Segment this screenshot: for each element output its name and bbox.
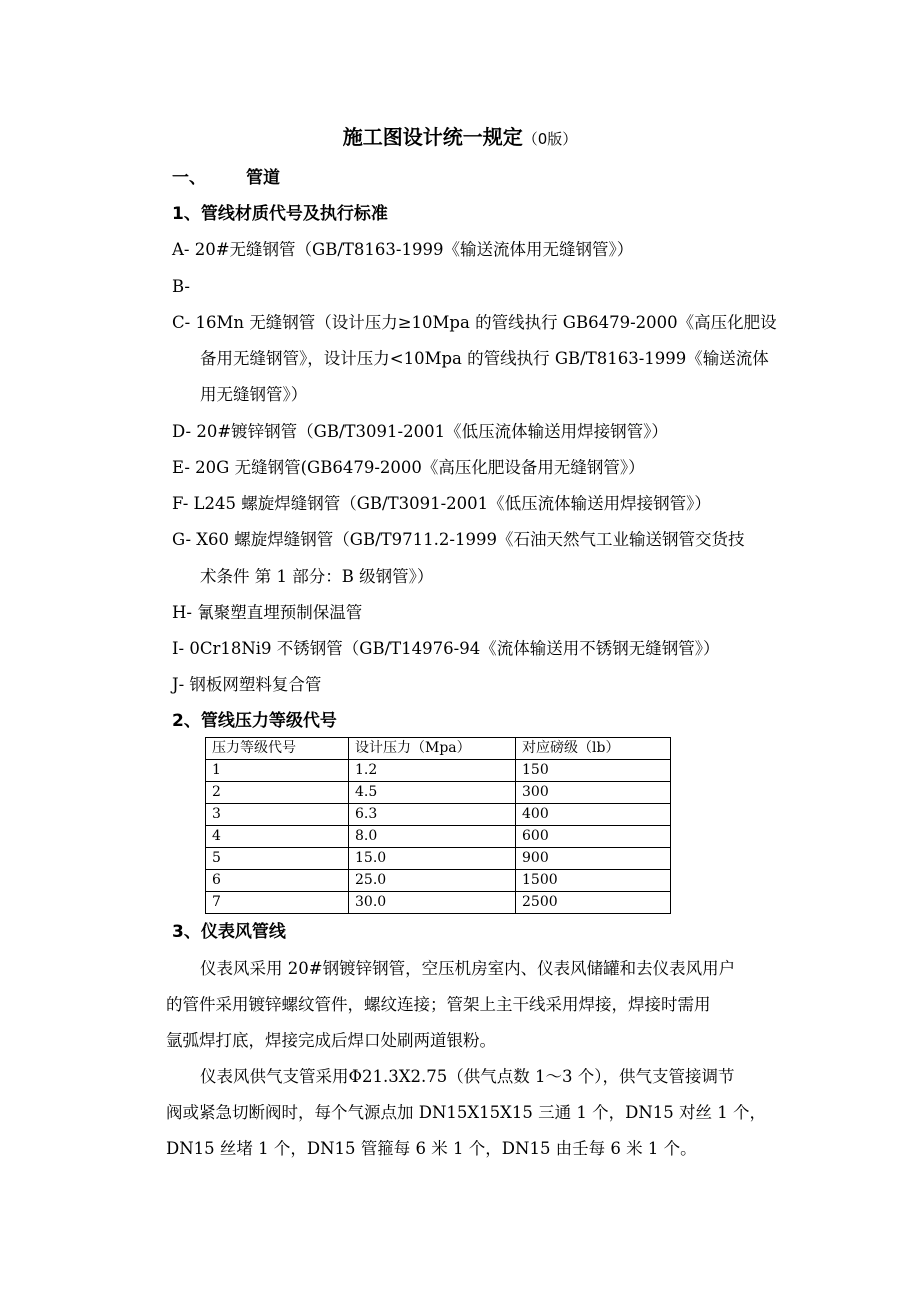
material-line: B- [172, 277, 191, 296]
section-heading [172, 166, 280, 190]
table-row [206, 782, 671, 804]
table-cell: 7 [206, 892, 349, 914]
material-line: D- 20#镀锌钢管（GB/T3091-2001《低压流体输送用焊接钢管》） [172, 422, 668, 441]
table-cell: 6.3 [349, 804, 516, 826]
table-cell: 1.2 [349, 760, 516, 782]
table-row [206, 826, 671, 848]
material-line: I- 0Cr18Ni9 不锈钢管（GB/T14976-94《流体输送用不锈钢无缝钢管》） [172, 639, 720, 658]
table-cell: 1500 [516, 870, 671, 892]
table-cell: 2500 [516, 892, 671, 914]
material-line: G- X60 螺旋焊缝钢管（GB/T9711.2-1999《石油天然气工业输送钢管交货技 [172, 530, 745, 549]
material-line: 用无缝钢管》） [200, 385, 308, 404]
table-cell: 对应磅级（lb） [516, 738, 671, 760]
material-line: F- L245 螺旋焊缝钢管（GB/T3091-2001《低压流体输送用焊接钢管》） [172, 494, 711, 513]
table-cell: 8.0 [349, 826, 516, 848]
table-cell: 6 [206, 870, 349, 892]
paragraph-line: DN15 丝堵 1 个，DN15 管箍每 6 米 1 个，DN15 由壬每 6 米 1 个。 [166, 1139, 697, 1158]
title-suffix: （0版） [522, 130, 578, 148]
material-line: 术条件 第 1 部分：B 级钢管》） [200, 567, 434, 586]
title-text: 施工图设计统一规定 [342, 125, 523, 149]
table-cell: 400 [516, 804, 671, 826]
table-cell: 4.5 [349, 782, 516, 804]
table-cell: 4 [206, 826, 349, 848]
paragraph-line: 阀或紧急切断阀时，每个气源点加 DN15X15X15 三通 1 个，DN15 对丝 1 个， [166, 1103, 767, 1122]
material-line: E- 20G 无缝钢管(GB6479-2000《高压化肥设备用无缝钢管》） [172, 458, 645, 477]
table-row [206, 892, 671, 914]
page-title [0, 125, 920, 151]
table-cell: 设计压力（Mpa） [349, 738, 516, 760]
table-row [206, 804, 671, 826]
material-line: A- 20#无缝钢管（GB/T8163-1999《输送流体用无缝钢管》） [172, 240, 634, 259]
table-cell: 25.0 [349, 870, 516, 892]
section-label: 管道 [246, 168, 280, 188]
material-line: C- 16Mn 无缝钢管（设计压力≥10Mpa 的管线执行 GB6479-2000《高压化肥设 [172, 313, 777, 332]
table-cell: 900 [516, 848, 671, 870]
pressure-table [205, 737, 671, 914]
material-line: H- 氰聚塑直埋预制保温管 [172, 603, 363, 622]
table-row [206, 760, 671, 782]
material-line: 备用无缝钢管》，设计压力<10Mpa 的管线执行 GB/T8163-1999《输送流体 [200, 349, 769, 368]
table-cell: 30.0 [349, 892, 516, 914]
material-line: J- 钢板网塑料复合管 [172, 675, 322, 694]
table-cell: 2 [206, 782, 349, 804]
paragraph-line: 仪表风采用 20#钢镀锌钢管，空压机房室内、仪表风储罐和去仪表风用户 [200, 959, 736, 978]
subheading-3: 3、仪表风管线 [172, 922, 286, 942]
table-cell: 5 [206, 848, 349, 870]
table-row [206, 738, 671, 760]
subheading-2: 2、管线压力等级代号 [172, 711, 337, 731]
table-row [206, 848, 671, 870]
paragraph-line: 的管件采用镀锌螺纹管件，螺纹连接；管架上主干线采用焊接，焊接时需用 [166, 995, 711, 1014]
table-cell: 15.0 [349, 848, 516, 870]
table-cell: 300 [516, 782, 671, 804]
paragraph-line: 仪表风供气支管采用Φ21.3X2.75（供气点数 1～3 个），供气支管接调节 [200, 1067, 735, 1086]
table-cell: 150 [516, 760, 671, 782]
paragraph-line: 氩弧焊打底，焊接完成后焊口处刷两道银粉。 [166, 1031, 496, 1050]
table-row [206, 870, 671, 892]
table-cell: 600 [516, 826, 671, 848]
section-number: 一、 [172, 168, 206, 188]
subheading-1: 1、管线材质代号及执行标准 [172, 204, 388, 224]
table-cell: 3 [206, 804, 349, 826]
table-cell: 1 [206, 760, 349, 782]
table-cell: 压力等级代号 [206, 738, 349, 760]
